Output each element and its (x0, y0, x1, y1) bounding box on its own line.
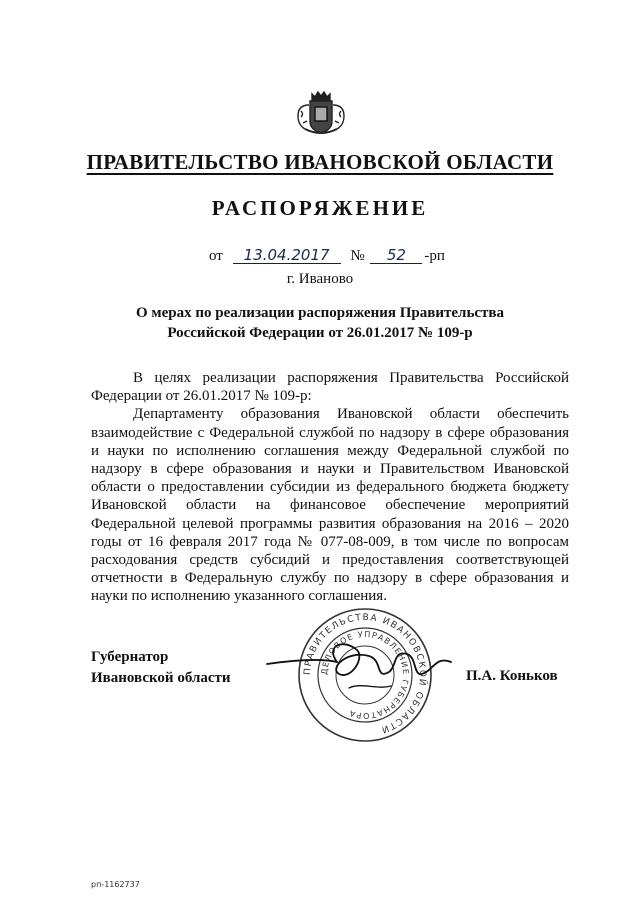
document-code: рп-1162737 (91, 880, 140, 889)
registration-line (209, 247, 445, 265)
date-prefix: от (209, 248, 223, 264)
official-stamp-and-signature (265, 598, 465, 753)
document-type: РАСПОРЯЖЕНИЕ (211, 196, 429, 220)
signatory-name: П.А. Коньков (466, 668, 558, 684)
subject-line-1: О мерах по реализации распоряжения Правительства (135, 305, 504, 321)
signatory-post-line-2: Ивановской области (91, 670, 231, 686)
signatory-post (91, 647, 231, 689)
number-handwritten: 52 (370, 247, 422, 264)
body-paragraph-2: Департаменту образования Ивановской области обеспечить взаимодействие с Федеральной службой по надзору в сфере образования и науки по исполнению соглашения между Федеральной службой по надзору в сфере образования и науки и Правительством Ивановской области о предоставлении субсидии из федерального бюджета бюджету Ивановской области на финансовое обеспечение мероприятий Федеральной целевой программы развития образования на 2016 – 2020 годы от 16 февраля 2017 года № 077-08-009, в том числе по вопросам расходования средств субсидий и предоставления соответствующей отчетности в Федеральную службу по надзору в сфере образования и науки по исполнению указанного соглашения. (91, 406, 569, 605)
body-paragraph-1: В целях реализации распоряжения Правительства Российской Федерации от 26.01.2017 № 109-р: (91, 370, 569, 405)
document-subject (0, 303, 640, 343)
government-title: ПРАВИТЕЛЬСТВО ИВАНОВСКОЙ ОБЛАСТИ (86, 150, 554, 174)
city: г. Иваново (286, 271, 354, 287)
coat-of-arms-icon (293, 83, 349, 139)
number-sign: № (350, 248, 365, 264)
date-handwritten: 13.04.2017 (233, 247, 341, 264)
stamp-outer-text: ПРАВИТЕЛЬСТВА ИВАНОВСКОЙ ОБЛАСТИ (302, 612, 428, 735)
signatory-post-line-1: Губернатор (91, 649, 169, 665)
svg-text:ДЕЛОВОЕ УПРАВЛЕНИЕ ГУБЕРНАТОРА (320, 630, 410, 720)
number-suffix: -рп (424, 248, 445, 264)
subject-line-2: Российской Федерации от 26.01.2017 № 109-р (167, 325, 473, 341)
stamp-inner-text: ДЕЛОВОЕ УПРАВЛЕНИЕ ГУБЕРНАТОРА (319, 629, 411, 721)
document-body (91, 369, 569, 606)
